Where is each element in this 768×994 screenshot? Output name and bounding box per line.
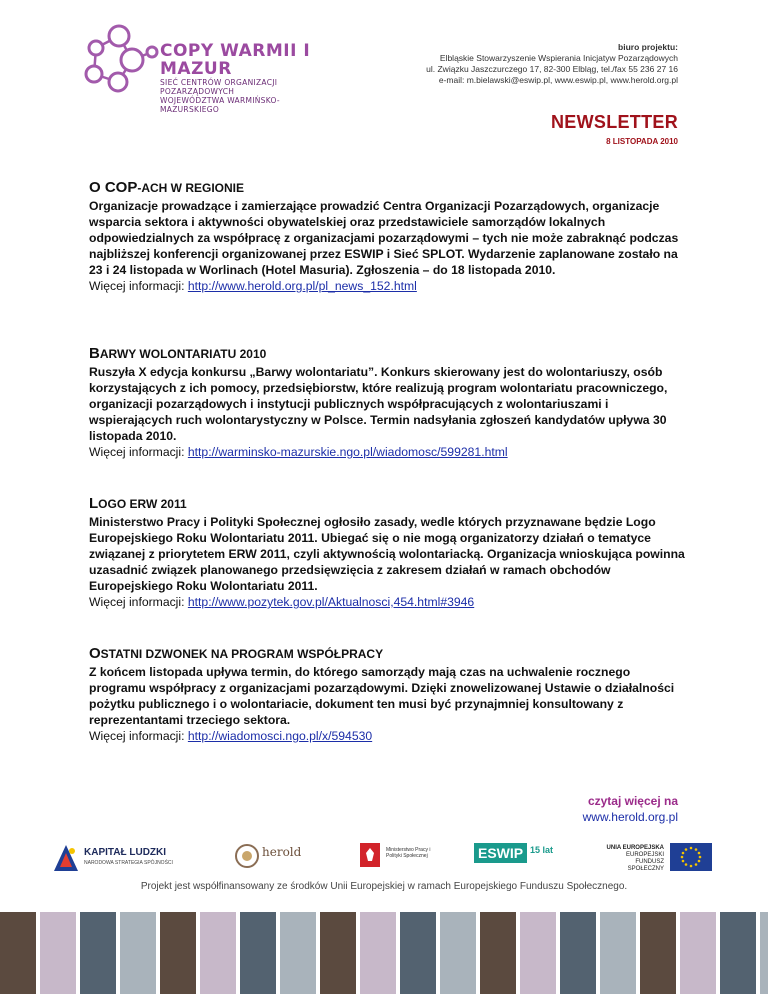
logo-title: COPY WARMII I MAZUR [160, 41, 311, 79]
kapital-ludzki-subtitle: NARODOWA STRATEGIA SPÓJNOŚCI [84, 860, 173, 866]
sponsor-logos [0, 835, 768, 885]
more-info-link[interactable]: http://www.herold.org.pl/pl_news_152.html [187, 279, 417, 293]
section-body: Ruszyła X edycja konkursu „Barwy wolontariatu”. Konkurs skierowany jest do wolontariuszy, osób korzystających z ich pomocy, przedsiębiorstw, które realizują program wolontariatu pracowniczego, organizacji pozarządowych i instytucji publicznych współpracujących z wolontariuszami i wspierających ruch wolontarystyczny w Polsce. Termin nadsyłania zgłoszeń kandydatów upływa 30 listopada 2010. [89, 365, 668, 443]
stripe [320, 912, 356, 994]
section-body: Ministerstwo Pracy i Polityki Społecznej ogłosiło zasady, wedle których przyznawane będzie Logo Europejskiego Roku Wolontariatu 2011. Ubiegać się o nie mogą organizatorzy działań o tematyce związanej z priorytetem ERW 2011, czyli aktywnością wolontariacką. Organizacja wnioskująca powinna uzasadnić związek planowanego przedsięwzięcia z zakresem działań w ramach obchodów Europejskiego Roku Wolontariatu 2011. [89, 515, 685, 593]
more-info: Więcej informacji: http://www.herold.org.pl/pl_news_152.html [89, 279, 417, 293]
office-line-3: e-mail: m.bielawski@eswip.pl, www.eswip.pl, www.herold.org.pl [438, 75, 678, 85]
section-barwy-wolontariatu [89, 345, 689, 460]
stripe [520, 912, 556, 994]
mpips-name: Ministerstwo Pracy i Polityki Społecznej [386, 847, 431, 859]
stripe [200, 912, 236, 994]
stripe [120, 912, 156, 994]
stripe [560, 912, 596, 994]
more-info: Więcej informacji: http://www.pozytek.gov.pl/Aktualnosci,454.html#3946 [89, 595, 475, 609]
eu-title: UNIA EUROPEJSKA [606, 845, 664, 851]
stripe [760, 912, 768, 994]
more-info-link[interactable]: http://warminsko-mazurskie.ngo.pl/wiadomosc/599281.html [187, 445, 508, 459]
section-body: Organizacje prowadzące i zamierzające prowadzić Centra Organizacji Pozarządowych, organizacje wsparcia sektora i aktywności obywatelskiej oraz przedstawiciele samorządów lokalnych odpowiedzialnych za współpracę z organizacjami pozarządowymi – tych nie może zabraknąć podczas najbliższej konferencji organizowanej przez ESWIP i Sieć SPLOT. Wydarzenie zaplanowane zostało na 23 i 24 listopada w Worlinach (Hotel Masuria). Zgłoszenia – do 18 listopada 2010. [89, 199, 679, 277]
office-line-1: Elbląskie Stowarzyszenie Wspierania Inicjatyw Pozarządowych [439, 53, 678, 63]
kapital-ludzki-icon [52, 843, 80, 873]
stripe [360, 912, 396, 994]
eu-flag-icon [670, 843, 712, 871]
stripe [80, 912, 116, 994]
kapital-ludzki-title: KAPITAŁ LUDZKI [84, 847, 167, 858]
eu-subtitle-1: EUROPEJSKI [625, 852, 664, 858]
office-label: biuro projektu: [618, 42, 678, 52]
herold-icon [234, 841, 260, 871]
section-title: OSTATNI DZWONEK NA PROGRAM WSPÓŁPRACY [89, 645, 384, 662]
stripe [280, 912, 316, 994]
stripe [40, 912, 76, 994]
project-office-info [426, 42, 678, 86]
herold-wordmark: herold [262, 845, 302, 859]
more-info: Więcej informacji: http://warminsko-mazurskie.ngo.pl/wiadomosc/599281.html [89, 445, 508, 459]
stripe [240, 912, 276, 994]
polish-eagle-icon [360, 843, 380, 867]
logo-subtitle-1: SIEĆ CENTRÓW ORGANIZACJI POZARZĄDOWYCH [160, 78, 278, 96]
eswip-years: 15 lat [530, 845, 554, 855]
newsletter-title: NEWSLETTER [551, 112, 678, 132]
section-logo-erw [89, 495, 689, 610]
stripe [640, 912, 676, 994]
read-more-lead: czytaj więcej na [587, 794, 678, 808]
section-title: O COP-ACH W REGIONIE [89, 179, 245, 196]
logo-subtitle-2: WOJEWÓDZTWA WARMIŃSKO-MAZURSKIEGO [160, 96, 280, 114]
read-more-link[interactable]: www.herold.org.pl [582, 810, 678, 824]
more-info-link[interactable]: http://www.pozytek.gov.pl/Aktualnosci,454.html#3946 [187, 595, 475, 609]
eu-subtitle-2: FUNDUSZ SPOŁECZNY [627, 859, 664, 872]
eswip-logo [474, 843, 574, 871]
stripe [480, 912, 516, 994]
section-body: Z końcem listopada upływa termin, do którego samorządy mają czas na uchwalenie rocznego programu współpracy z organizacjami pozarządowymi. Dzięki znowelizowanej Ustawie o działalności pożytku publicznego i o wolontariacie, dokument ten musi być przynajmniej konsultowany z reprezentantami trzeciego sektora. [89, 665, 675, 727]
stripe [400, 912, 436, 994]
more-info-link[interactable]: http://wiadomosci.ngo.pl/x/594530 [187, 729, 373, 743]
molecule-logo-icon [74, 22, 164, 102]
section-ostatni-dzwonek [89, 645, 689, 744]
stripe [160, 912, 196, 994]
stripe [440, 912, 476, 994]
mpips-logo [360, 841, 460, 871]
stripe [600, 912, 636, 994]
section-title: LOGO ERW 2011 [89, 495, 187, 512]
kapital-ludzki-logo [52, 841, 182, 875]
more-info: Więcej informacji: http://wiadomosci.ngo.pl/x/594530 [89, 729, 373, 743]
copy-logo [74, 22, 314, 114]
herold-logo [234, 839, 314, 873]
section-cop-region [89, 179, 689, 294]
cofinancing-note: Projekt jest współfinansowany ze środków Unii Europejskiej w ramach Europejskiego Funduszu Społecznego. [140, 881, 628, 892]
read-more [583, 793, 678, 825]
eswip-wordmark: ESWIP [474, 843, 527, 863]
section-title: BARWY WOLONTARIATU 2010 [89, 345, 267, 362]
stripe [0, 912, 36, 994]
stripe [720, 912, 756, 994]
stripe [680, 912, 716, 994]
newsletter-date: 8 LISTOPADA 2010 [606, 137, 678, 146]
decorative-stripes [0, 912, 768, 994]
eu-logo [602, 843, 712, 873]
office-line-2: ul. Związku Jaszczurczego 17, 82-300 Elbląg, tel./fax 55 236 27 16 [426, 64, 678, 74]
